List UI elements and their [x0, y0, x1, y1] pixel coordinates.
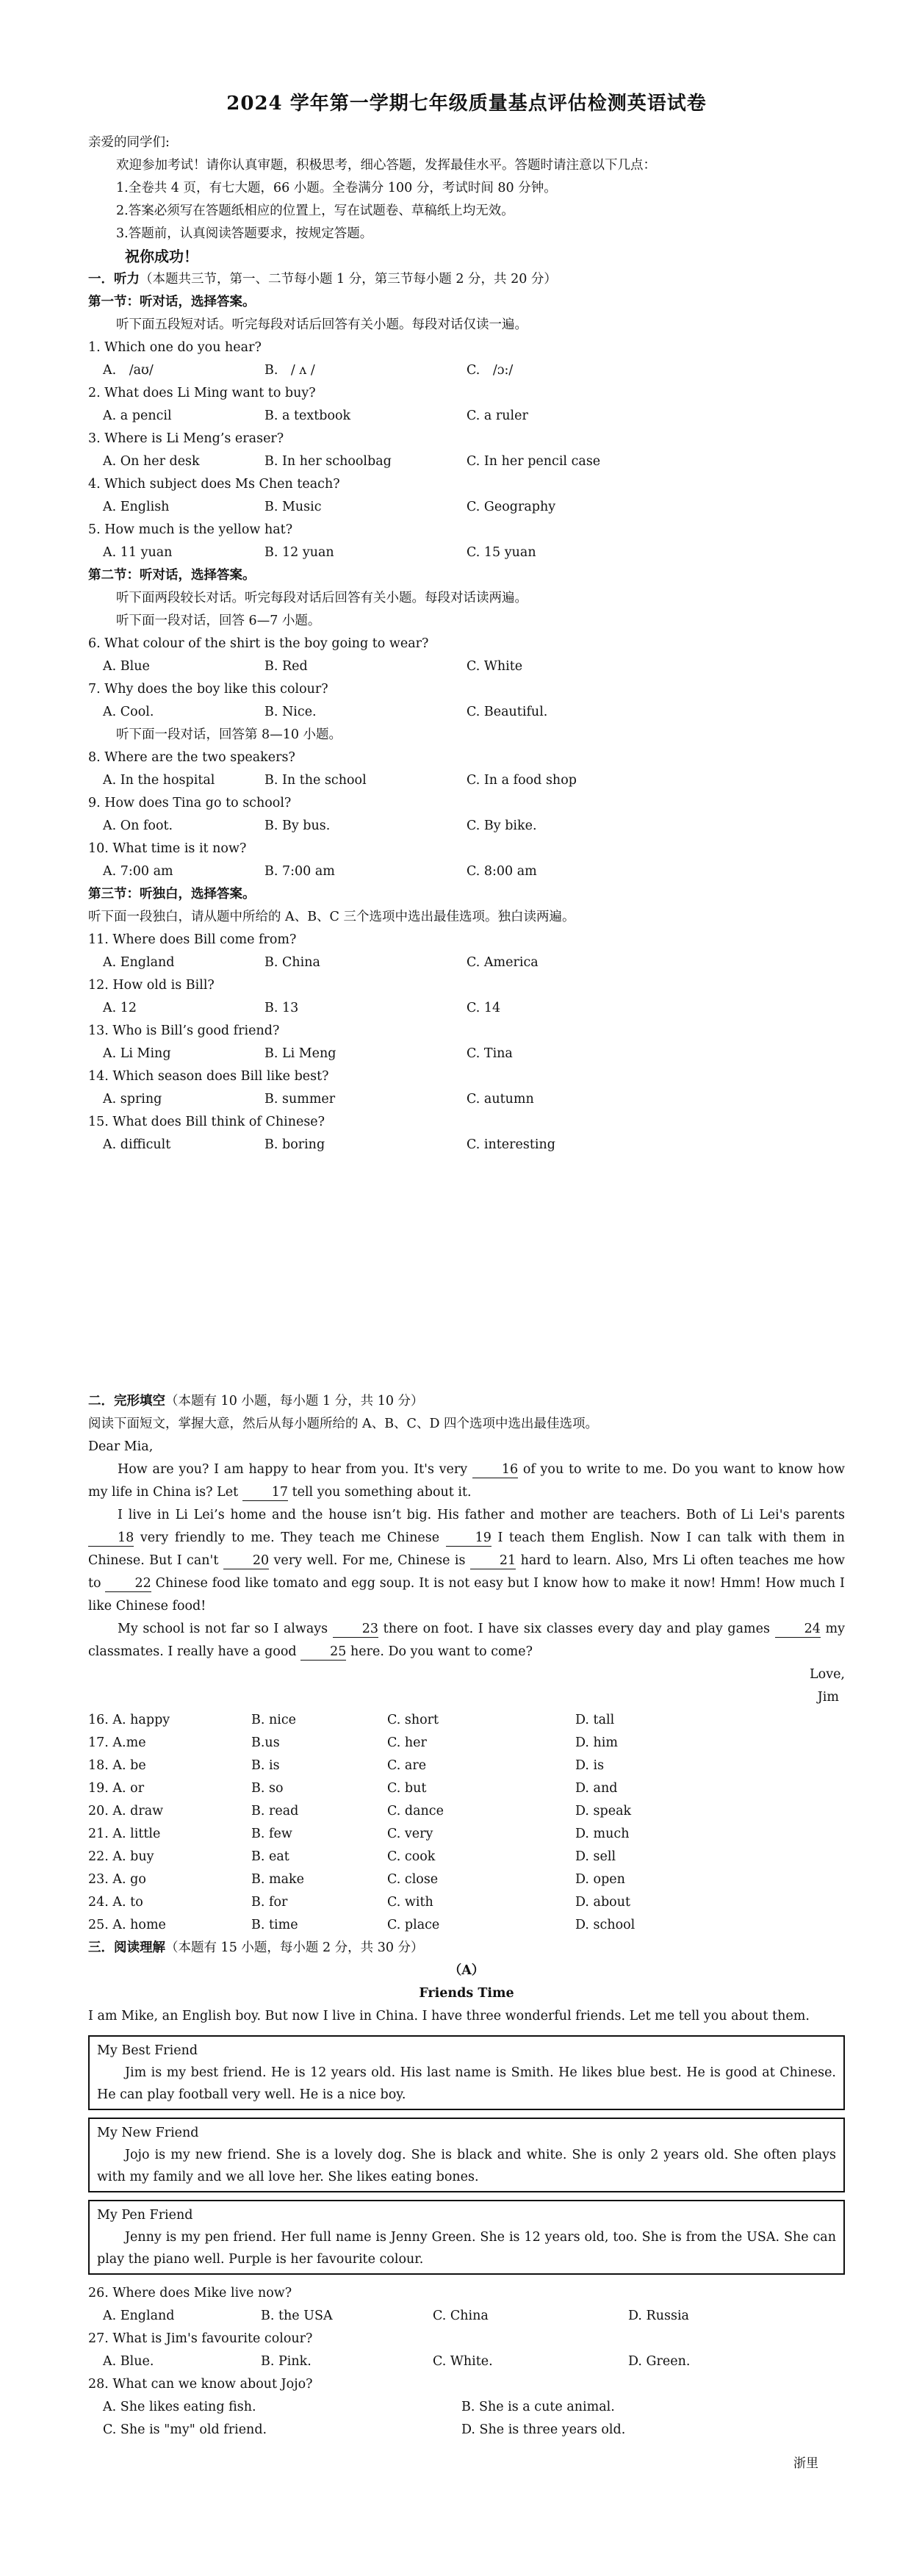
option-b: B. By bus.	[264, 819, 331, 833]
question-6-options	[88, 655, 845, 678]
friend-box-text: Jojo is my new friend. She is a lovely dog. She is black and white. She is only 2 years old. She often plays with my family and we all love her. She likes eating bones.	[97, 2148, 836, 2184]
cloze-blank-25: 25	[300, 1644, 346, 1661]
option-b: B. few	[251, 1827, 292, 1841]
option-a: A. England	[103, 955, 175, 970]
friend-box-text: Jim is my best friend. He is 12 years old. His last name is Smith. He likes blue best. He is good at Chinese. He can play football very well. He is a nice boy.	[97, 2065, 836, 2102]
option-b: B. is	[251, 1758, 280, 1773]
cloze-blank-16: 16	[472, 1461, 518, 1478]
option-b: B. 12 yuan	[264, 545, 334, 560]
option-a: 25. A. home	[88, 1918, 166, 1932]
option-b: B. the USA	[261, 2309, 333, 2323]
letter-salutation: Dear Mia,	[88, 1439, 154, 1454]
option-d: D. sell	[575, 1849, 616, 1864]
question-1-options	[88, 359, 845, 382]
option-c: C. 8:00 am	[467, 864, 537, 879]
cloze-blank-19: 19	[446, 1530, 491, 1547]
article-intro: I am Mike, an English boy. But now I live in China. I have three wonderful friends. Let me tell you about them.	[88, 2009, 810, 2023]
option-b: B. In her schoolbag	[264, 454, 392, 469]
question-15-options	[88, 1134, 845, 1156]
cloze-paragraph-3: My school is not far so I always 23 there on foot. I have six classes every day and play games 24 my classmates. I really have a good 25 here. Do you want to come?	[88, 1622, 845, 1659]
letter-closing: Love,	[810, 1667, 845, 1682]
option-b: B. Nice.	[264, 705, 317, 719]
question-2: 2. What does Li Ming want to buy?	[88, 386, 316, 400]
option-c: C. are	[387, 1758, 427, 1773]
question-27: 27. What is Jim's favourite colour?	[88, 2331, 313, 2346]
question-11: 11. Where does Bill come from?	[88, 932, 297, 947]
option-c: C. close	[387, 1872, 439, 1887]
cloze-blank-20: 20	[223, 1553, 269, 1569]
option-c: C. In her pencil case	[467, 454, 601, 469]
question-9-options	[88, 815, 845, 838]
option-b: B. In the school	[264, 773, 367, 788]
question-5-options	[88, 542, 845, 564]
option-c: C. White	[467, 659, 523, 674]
option-a: A. In the hospital	[103, 773, 215, 788]
option-b: B.us	[251, 1735, 280, 1750]
listening-sec3-title: 第三节：听独白，选择答案。	[88, 887, 256, 902]
question-14: 14. Which season does Bill like best?	[88, 1069, 329, 1084]
option-c: C. By bike.	[467, 819, 537, 833]
question-3: 3. Where is Li Meng’s eraser?	[88, 431, 284, 446]
cloze-option-row	[88, 1777, 845, 1800]
reading-heading: 三．阅读理解（本题有 15 小题，每小题 2 分，共 30 分）	[88, 1940, 424, 1955]
question-11-options	[88, 951, 845, 974]
cloze-options	[88, 1709, 845, 1937]
friend-box-heading: My New Friend	[97, 2126, 199, 2140]
option-a: A. She likes eating fish.	[103, 2400, 256, 2414]
exam-page	[88, 88, 845, 2442]
cloze-option-row	[88, 1709, 845, 1732]
option-a: 22. A. buy	[88, 1849, 154, 1864]
cloze-blank-17: 17	[242, 1484, 288, 1501]
listening-sec2-sub2: 听下面一段对话，回答第 8—10 小题。	[116, 727, 342, 742]
friend-box-heading: My Pen Friend	[97, 2208, 193, 2223]
option-a: A. 12	[103, 1001, 137, 1015]
cloze-blank-21: 21	[470, 1553, 516, 1569]
option-a: 24. A. to	[88, 1895, 143, 1910]
cloze-option-row	[88, 1846, 845, 1868]
question-12-options	[88, 997, 845, 1020]
option-c: C. /ɔ:/	[467, 363, 514, 378]
listening-sec2-title: 第二节：听对话，选择答案。	[88, 568, 256, 583]
letter-signature: Jim	[817, 1690, 839, 1705]
option-c: C. 15 yuan	[467, 545, 536, 560]
cloze-option-row	[88, 1800, 845, 1823]
question-5: 5. How much is the yellow hat?	[88, 522, 293, 537]
option-a: A. Li Ming	[103, 1046, 171, 1061]
option-c: C. Tina	[467, 1046, 513, 1061]
question-13: 13. Who is Bill’s good friend?	[88, 1023, 280, 1038]
question-8: 8. Where are the two speakers?	[88, 750, 295, 765]
question-10-options	[88, 860, 845, 883]
cloze-instruction: 阅读下面短文，掌握大意，然后从每小题所给的 A、B、C、D 四个选项中选出最佳选项。	[88, 1417, 599, 1431]
question-4: 4. Which subject does Ms Chen teach?	[88, 477, 340, 492]
option-a: 18. A. be	[88, 1758, 146, 1773]
note-2: 2.答案必须写在答题纸相应的位置上，写在试题卷、草稿纸上均无效。	[116, 204, 514, 218]
option-c: C. 14	[467, 1001, 501, 1015]
option-b: B. make	[251, 1872, 304, 1887]
option-a: A. spring	[103, 1092, 162, 1107]
cloze-blank-24: 24	[775, 1621, 821, 1638]
note-1: 1.全卷共 4 页，有七大题，66 小题。全卷满分 100 分，考试时间 80 分钟。	[116, 181, 557, 195]
question-28-options-ab	[88, 2396, 845, 2419]
option-d: D. and	[575, 1781, 618, 1796]
option-b: B. for	[251, 1895, 288, 1910]
option-b: B. 7:00 am	[264, 864, 335, 879]
option-a: 17. A.me	[88, 1735, 146, 1750]
option-b: B. so	[251, 1781, 284, 1796]
option-c: C. interesting	[467, 1137, 555, 1152]
option-c: C. Geography	[467, 500, 556, 514]
option-d: D. much	[575, 1827, 630, 1841]
cloze-heading: 二．完形填空（本题有 10 小题，每小题 1 分，共 10 分）	[88, 1394, 424, 1408]
option-a: A. On her desk	[103, 454, 200, 469]
option-a: 20. A. draw	[88, 1804, 164, 1818]
option-b: B. Pink.	[261, 2354, 312, 2369]
question-10: 10. What time is it now?	[88, 841, 247, 856]
option-a: A. 11 yuan	[103, 545, 173, 560]
option-a: A. On foot.	[103, 819, 173, 833]
blank-space	[88, 1156, 845, 1390]
cloze-blank-23: 23	[333, 1621, 378, 1638]
option-b: B. Li Meng	[264, 1046, 336, 1061]
question-8-options	[88, 769, 845, 792]
option-d: D. Russia	[628, 2309, 689, 2323]
option-a: 21. A. little	[88, 1827, 161, 1841]
option-d: D. about	[575, 1895, 631, 1910]
option-a: 19. A. or	[88, 1781, 145, 1796]
cloze-option-row	[88, 1732, 845, 1755]
option-b: B. time	[251, 1918, 298, 1932]
listening-sec3-instruction: 听下面一段独白，请从题中所给的 A、B、C 三个选项中选出最佳选项。独白读两遍。	[88, 910, 575, 924]
option-a: A. 7:00 am	[103, 864, 173, 879]
option-c: C. with	[387, 1895, 433, 1910]
option-b: B. She is a cute animal.	[461, 2400, 615, 2414]
reading-part-label: （A）	[448, 1963, 485, 1978]
question-9: 9. How does Tina go to school?	[88, 796, 292, 810]
option-c: C. autumn	[467, 1092, 534, 1107]
cloze-blank-22: 22	[105, 1575, 151, 1592]
article-title: Friends Time	[419, 1986, 514, 2001]
listening-sec1-title: 第一节：听对话，选择答案。	[88, 295, 256, 309]
question-28: 28. What can we know about Jojo?	[88, 2377, 313, 2392]
question-26-options	[88, 2305, 845, 2328]
option-d: D. Green.	[628, 2354, 691, 2369]
question-7: 7. Why does the boy like this colour?	[88, 682, 328, 697]
cloze-blank-18: 18	[88, 1530, 134, 1547]
option-c: C. very	[387, 1827, 433, 1841]
option-c: C. White.	[433, 2354, 493, 2369]
option-c: C. China	[433, 2309, 489, 2323]
listening-sec2-sub1: 听下面一段对话，回答 6—7 小题。	[116, 614, 321, 628]
option-a: A. Blue	[103, 659, 150, 674]
option-b: B. / ʌ /	[264, 363, 315, 378]
option-b: B. read	[251, 1804, 299, 1818]
option-b: B. eat	[251, 1849, 289, 1864]
listening-questions-11-15	[88, 929, 845, 1156]
cloze-option-row	[88, 1914, 845, 1937]
option-d: D. is	[575, 1758, 605, 1773]
question-7-options	[88, 701, 845, 724]
option-c: C. America	[467, 955, 539, 970]
listening-sec2-instruction: 听下面两段较长对话。听完每段对话后回答有关小题。每段对话读两遍。	[116, 591, 527, 605]
option-c: C. dance	[387, 1804, 444, 1818]
question-1: 1. Which one do you hear?	[88, 340, 262, 355]
option-c: C. place	[387, 1918, 440, 1932]
question-27-options	[88, 2350, 845, 2373]
friend-box-text: Jenny is my pen friend. Her full name is Jenny Green. She is 12 years old, too. She is from the USA. She can play the piano well. Purple is her favourite colour.	[97, 2230, 836, 2267]
cloze-option-row	[88, 1755, 845, 1777]
option-b: B. Music	[264, 500, 322, 514]
cloze-paragraph-1: How are you? I am happy to hear from you. It's very 16 of you to write to me. Do you want to know how my life in China is? Let 17 tell you something about it.	[88, 1462, 845, 1500]
page-title: 2024 学年第一学期七年级质量基点评估检测英语试卷	[226, 93, 707, 115]
question-14-options	[88, 1088, 845, 1111]
question-15: 15. What does Bill think of Chinese?	[88, 1115, 325, 1129]
note-3: 3.答题前，认真阅读答题要求，按规定答题。	[116, 226, 373, 241]
option-a: A. Blue.	[103, 2354, 154, 2369]
option-a: A. /aʊ/	[103, 363, 154, 378]
option-a: 23. A. go	[88, 1872, 146, 1887]
option-c: C. In a food shop	[467, 773, 577, 788]
option-a: A. Cool.	[103, 705, 154, 719]
welcome-text: 欢迎参加考试！请你认真审题，积极思考，细心答题，发挥最佳水平。答题时请注意以下几点：	[116, 158, 656, 173]
option-a: A. a pencil	[103, 409, 172, 423]
option-b: B. Red	[264, 659, 308, 674]
option-d: D. school	[575, 1918, 635, 1932]
question-2-options	[88, 405, 845, 428]
question-6: 6. What colour of the shirt is the boy going to wear?	[88, 636, 429, 651]
cloze-option-row	[88, 1823, 845, 1846]
greeting: 亲爱的同学们:	[88, 135, 170, 150]
listening-sec1-instruction: 听下面五段短对话。听完每段对话后回答有关小题。每段对话仅读一遍。	[116, 317, 527, 332]
page-footer: 浙里	[793, 2456, 818, 2471]
option-a: A. England	[103, 2309, 175, 2323]
friend-box-best	[88, 2035, 845, 2110]
option-c: C. her	[387, 1735, 427, 1750]
question-3-options	[88, 450, 845, 473]
option-c: C. Beautiful.	[467, 705, 548, 719]
question-28-options-cd	[88, 2419, 845, 2442]
option-c: C. She is "my" old friend.	[103, 2422, 267, 2437]
friend-box-heading: My Best Friend	[97, 2043, 198, 2058]
cloze-paragraph-2: I live in Li Lei’s home and the house isn’t big. His father and mother are teachers. Both of Li Lei's parents 18 very friendly to me. They teach me Chinese 19 I teach them English. Now I can talk with them in Chinese. But I can't 20 very well. For me, Chinese is 21 hard to learn. Also, Mrs Li often teaches me how to 22 Chinese food like tomato and egg soup. It is not easy but I know how to make it now! Hmm! How much I like Chinese food!	[88, 1508, 845, 1613]
option-c: C. but	[387, 1781, 427, 1796]
listening-questions-1-5	[88, 337, 845, 564]
option-d: D. open	[575, 1872, 625, 1887]
option-a: 16. A. happy	[88, 1713, 170, 1727]
question-4-options	[88, 496, 845, 519]
option-d: D. him	[575, 1735, 618, 1750]
option-c: C. short	[387, 1713, 439, 1727]
option-b: B. a textbook	[264, 409, 351, 423]
cloze-option-row	[88, 1891, 845, 1914]
option-d: D. speak	[575, 1804, 632, 1818]
cloze-option-row	[88, 1868, 845, 1891]
listening-questions-8-10	[88, 746, 845, 883]
option-b: B. China	[264, 955, 320, 970]
option-b: B. 13	[264, 1001, 299, 1015]
option-b: B. nice	[251, 1713, 297, 1727]
friend-box-new	[88, 2118, 845, 2192]
question-12: 12. How old is Bill?	[88, 978, 215, 993]
wish-text: 祝你成功！	[125, 248, 198, 265]
option-d: D. tall	[575, 1713, 615, 1727]
friend-box-pen	[88, 2200, 845, 2275]
option-a: A. difficult	[103, 1137, 171, 1152]
listening-questions-6-7	[88, 633, 845, 724]
option-a: A. English	[103, 500, 170, 514]
question-13-options	[88, 1043, 845, 1065]
question-26: 26. Where does Mike live now?	[88, 2286, 292, 2300]
option-d: D. She is three years old.	[461, 2422, 626, 2437]
listening-heading: 一．听力（本题共三节，第一、二节每小题 1 分，第三节每小题 2 分，共 20 分）	[88, 272, 557, 287]
option-c: C. a ruler	[467, 409, 528, 423]
option-b: B. boring	[264, 1137, 325, 1152]
option-b: B. summer	[264, 1092, 336, 1107]
option-c: C. cook	[387, 1849, 436, 1864]
